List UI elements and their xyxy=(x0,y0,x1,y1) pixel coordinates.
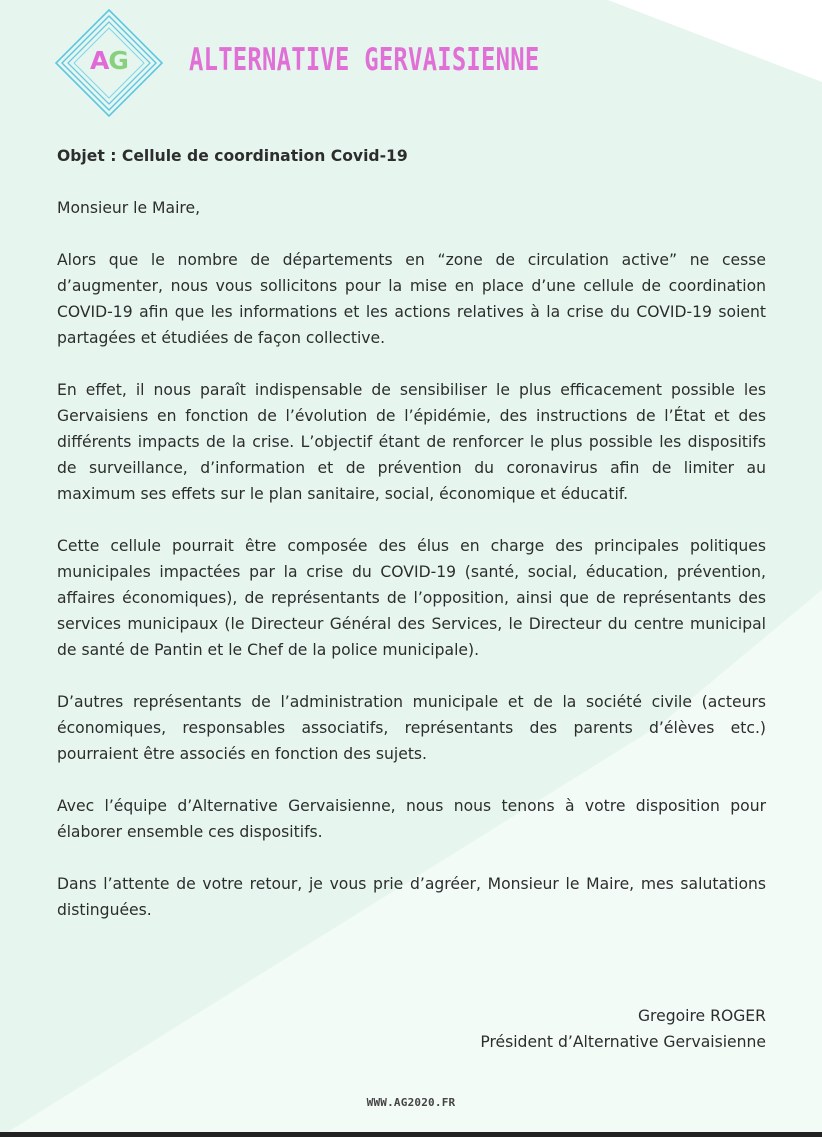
footer-website: WWW.AG2020.FR xyxy=(366,1096,456,1109)
letter-body xyxy=(57,143,766,923)
letter-paragraph: En effet, il nous paraît indispensable de sensibiliser le plus efficacement possible les Gervaisiens en fonction de l’évolution de l’épidémie, des instructions de l’État et des différents impacts de la crise. L’objectif étant de renforcer le plus possible les dispositifs de surveillance, d’information et de prévention du coronavirus afin de limiter au maximum ses effets sur le plan sanitaire, social, économique et éducatif. xyxy=(57,381,766,503)
letter-paragraph: Avec l’équipe d’Alternative Gervaisienne, nous nous tenons à votre disposition pour élaborer ensemble ces dispositifs. xyxy=(57,797,766,841)
letter-paragraph: Cette cellule pourrait être composée des élus en charge des principales politiques municipales impactées par la crise du COVID-19 (santé, social, éducation, prévention, affaires économiques), de représentants de l’opposition, ainsi que de représentants des services municipaux (le Directeur Général des Services, le Directeur du centre municipal de santé de Pantin et le Chef de la police municipale). xyxy=(57,537,766,659)
logo-letter-g: G xyxy=(108,46,128,75)
letter-paragraph: D’autres représentants de l’administration municipale et de la société civile (acteurs économiques, responsables associatifs, représentants des parents d’élèves etc.) pourraient être associés en fonction des sujets. xyxy=(57,693,766,763)
bottom-edge-bar xyxy=(0,1132,822,1137)
letter-paragraph: Alors que le nombre de départements en “zone de circulation active” ne cesse d’augmenter, nous vous sollicitons pour la mise en place d’une cellule de coordination COVID-19 afin que les informations et les actions relatives à la crise du COVID-19 soient partagées et étudiées de façon collective. xyxy=(57,251,766,347)
signature-name: Gregoire ROGER xyxy=(637,1007,766,1025)
signature-title: Président d’Alternative Gervaisienne xyxy=(480,1033,766,1051)
logo-letters xyxy=(54,8,164,118)
letter-subject: Objet : Cellule de coordination Covid-19 xyxy=(57,147,408,165)
logo xyxy=(54,8,164,118)
letter-salutation: Monsieur le Maire, xyxy=(57,199,201,217)
signature-block xyxy=(480,1003,766,1055)
logo-letter-a: A xyxy=(90,46,109,75)
organization-name: ALTERNATIVE GERVAISIENNE xyxy=(189,42,540,78)
letter-paragraph: Dans l’attente de votre retour, je vous prie d’agréer, Monsieur le Maire, mes salutations distinguées. xyxy=(57,875,766,919)
